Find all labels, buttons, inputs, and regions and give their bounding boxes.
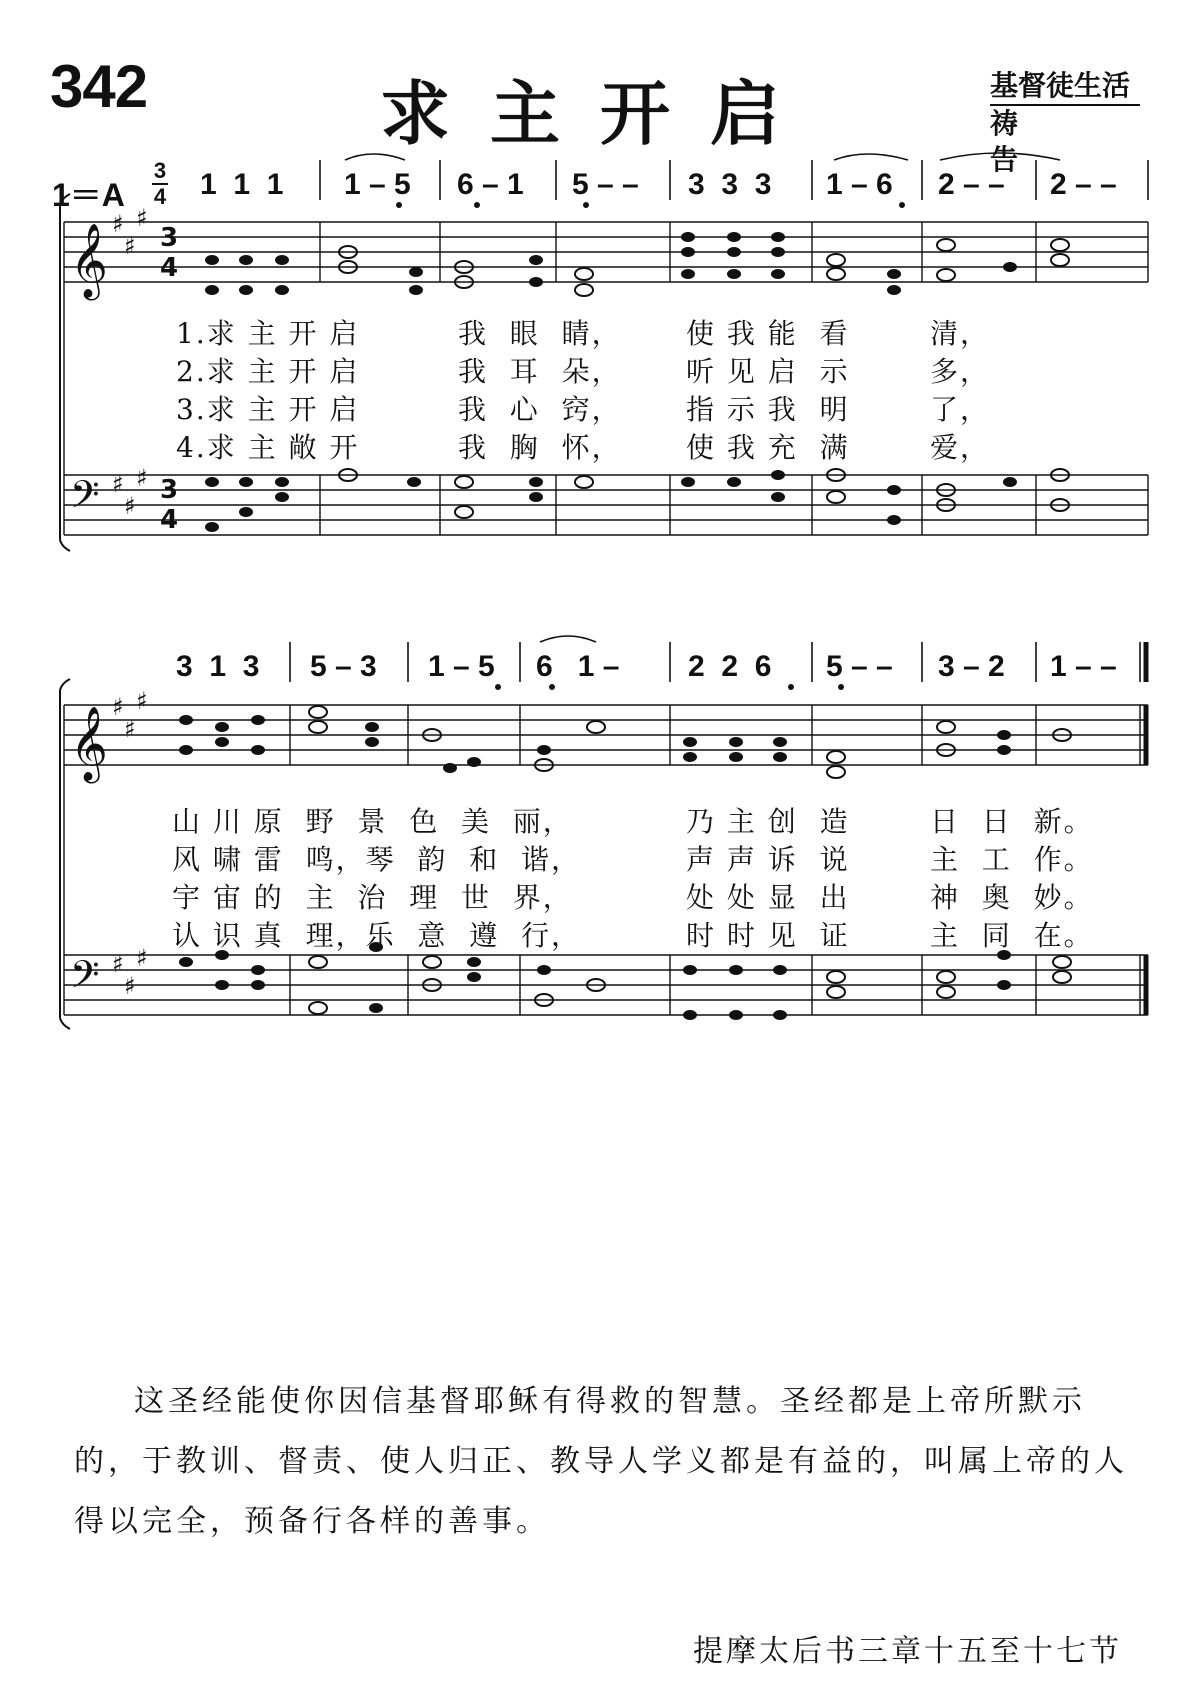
jianpu-bar: 3 – 2 [938,650,1005,683]
lyric-verse-2: 2.求 主 开 启 [176,355,360,388]
lyric-verse-4: 时 时 见 证 [686,919,850,952]
lyric-verse-4: 4.求 主 敞 开 [176,431,360,464]
lyric-verse-1: 使 我 能 看 [686,317,850,350]
sharp-icon: ♯ [136,204,148,232]
bass-clef-icon: 𝄢 [70,952,100,1006]
sharp-icon: ♯ [124,232,136,260]
staff-time-top: 3 [160,223,179,253]
jianpu-bar: 5 – – [826,650,893,683]
lyric-verse-1: 山 川 原 野 景 色 美 丽， [172,805,573,838]
jianpu-bar: 2 – – [938,168,1005,201]
sharp-icon: ♯ [112,470,124,498]
staff-time-top: 3 [160,475,179,505]
jianpu-bar: 2 2 6 [688,650,772,683]
lyric-verse-1: 清， [930,317,991,350]
scripture-reference: 提摩太后书三章十五至十七节 [693,1634,1122,1669]
lyric-verse-1: 乃 主 创 造 [686,805,850,838]
bass-clef-icon: 𝄢 [70,472,100,526]
hymn-number: 342 [50,53,148,120]
treble-clef-icon: 𝄞 [70,224,108,298]
jianpu-bar: 5 – 3 [310,650,377,683]
lyric-verse-4: 认 识 真 理，乐 意 遵 行， [172,919,582,952]
staff-time-bottom: 4 [160,505,179,535]
sharp-icon: ♯ [112,693,124,721]
lyric-verse-1: 日 日 新。 [930,805,1094,838]
jianpu-bar: 1 1 1 [200,168,284,201]
sharp-icon: ♯ [112,950,124,978]
lyric-verse-2: 我 耳 朵， [458,355,622,388]
time-signature-top: 3 [153,158,167,183]
jianpu-bar: 3 3 3 [688,168,772,201]
lyric-verse-2: 听 见 启 示 [686,355,850,388]
jianpu-bar: 1 – 5 [428,650,495,683]
jianpu-bar: 5 – – [572,168,639,201]
sharp-icon: ♯ [136,464,148,492]
lyric-verse-3: 处 处 显 出 [686,881,850,914]
lyric-verse-4: 我 胸 怀， [458,431,622,464]
treble-clef-icon: 𝄞 [70,707,108,781]
jianpu-bar: 2 – – [1050,168,1117,201]
staff-time-bottom: 4 [160,253,179,283]
category-primary: 基督徒生活 [990,68,1140,106]
sharp-icon: ♯ [136,944,148,972]
key-signature: 1＝A [52,177,125,213]
sharp-icon: ♯ [124,972,136,1000]
clef-glyphs [70,204,178,1006]
lyric-verse-2: 主 工 作。 [930,843,1094,876]
lyric-verse-3: 3.求 主 开 启 [176,393,360,426]
sharp-icon: ♯ [124,492,136,520]
lyric-verse-2: 声 声 诉 说 [686,843,850,876]
time-signature-bottom: 4 [153,184,167,209]
key-signature-sharps [112,204,148,1000]
lyric-verse-1: 1.求 主 开 启 [176,317,360,350]
scripture-passage: 这圣经能使你因信基督耶稣有得救的智慧。圣经都是上帝所默示的，于教训、督责、使人归正、教导人学义都是有益的，叫属上帝的人得以完全，预备行各样的善事。 [74,1384,1128,1539]
jianpu-bar: 6 1 – [536,650,620,683]
jianpu-bar: 1 – 5 [344,168,411,201]
lyric-verse-2: 风 啸 雷 鸣，琴 韵 和 谐， [172,843,582,876]
lyric-verse-3: 指 示 我 明 [686,393,850,426]
jianpu-bar: 1 – 6 [826,168,893,201]
hymn-title: 求主开启 [380,73,820,155]
sharp-icon: ♯ [112,210,124,238]
lyric-verse-4: 爱， [930,431,991,464]
lyric-verse-4: 使 我 充 满 [686,431,850,464]
jianpu-bar: 6 – 1 [457,168,524,201]
lyric-verse-2: 多， [930,355,991,388]
lyric-verse-1: 我 眼 睛， [458,317,622,350]
lyric-verse-4: 主 同 在。 [930,919,1094,952]
sharp-icon: ♯ [136,687,148,715]
category-secondary: 祷告 [990,107,1081,176]
lyric-verse-3: 神 奥 妙。 [930,881,1094,914]
lyric-verse-3: 我 心 窍， [458,393,622,426]
jianpu-bar: 1 – – [1050,650,1117,683]
sharp-icon: ♯ [124,715,136,743]
lyric-verse-3: 宇 宙 的 主 治 理 世 界， [172,881,573,914]
lyric-verse-3: 了， [930,393,991,426]
jianpu-bar: 3 1 3 [176,650,260,683]
